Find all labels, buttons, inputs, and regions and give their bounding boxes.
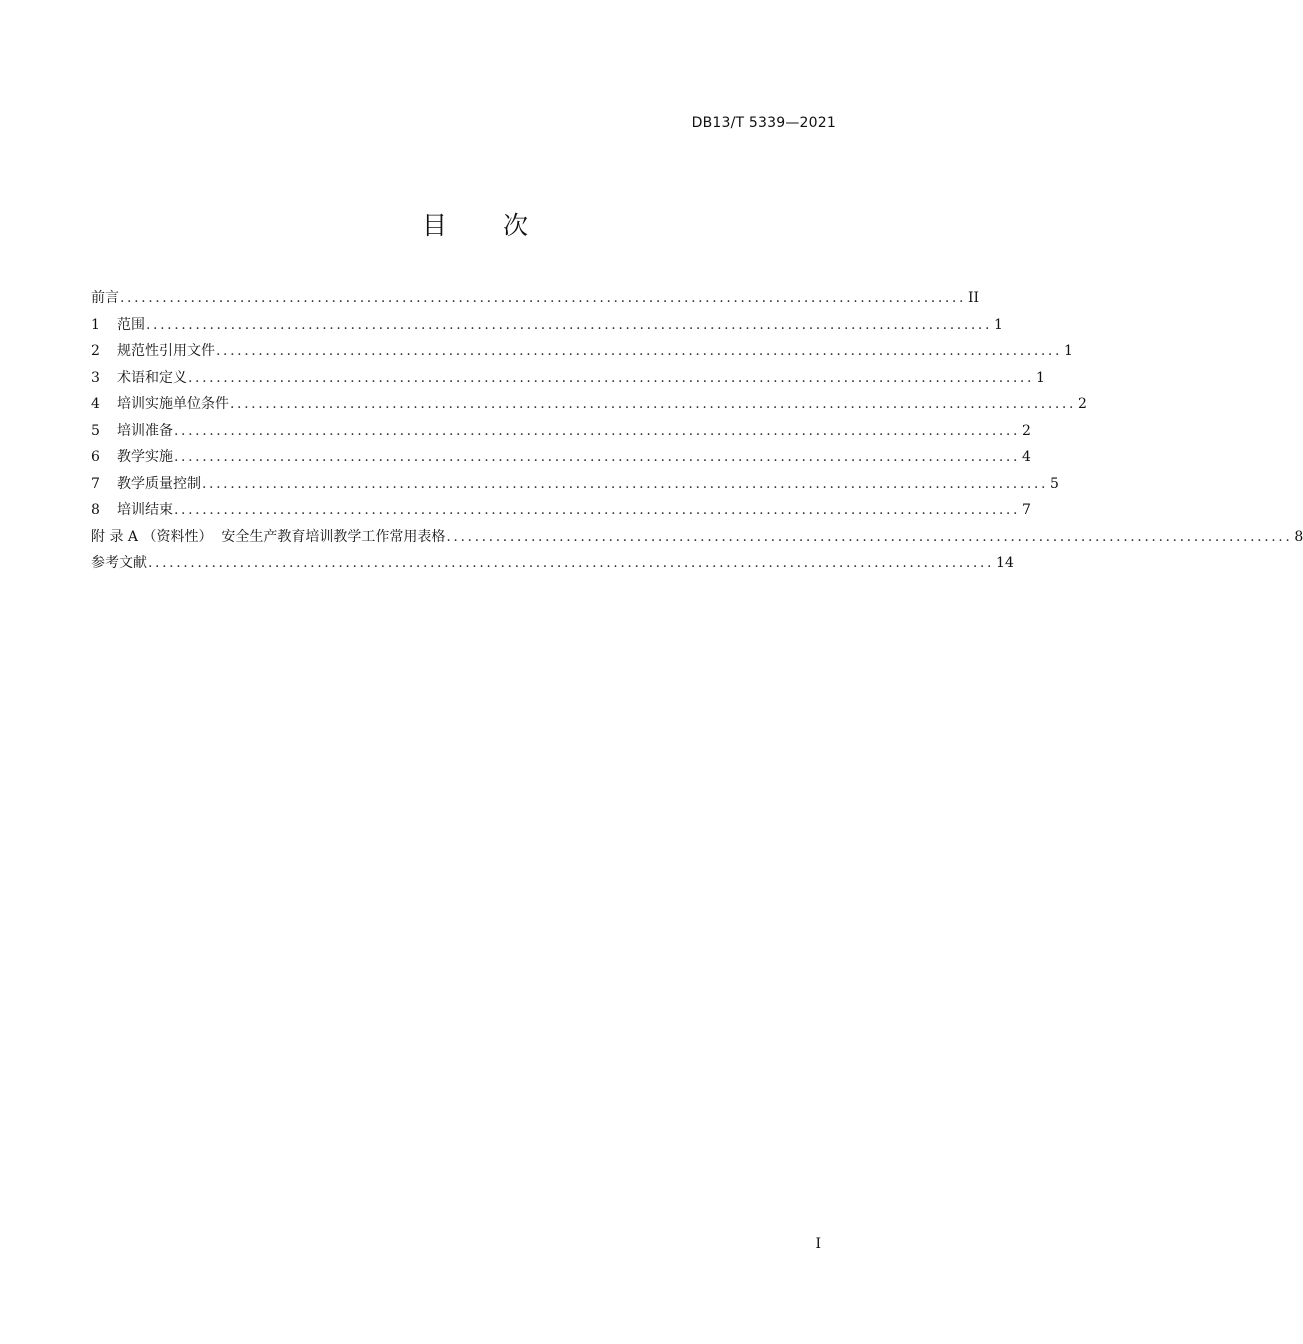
- toc-page-number: 2: [1078, 396, 1087, 412]
- toc-leader-dots: ........................................................................................................................: [446, 528, 1293, 545]
- toc-entry-label: 术语和定义: [117, 369, 187, 386]
- toc-entry-training-unit-conditions[interactable]: [91, 391, 1087, 418]
- toc-entry-label: 培训实施单位条件: [117, 396, 229, 412]
- toc-leader-dots: ........................................................................................................................: [174, 502, 1021, 518]
- toc-entry-label: 范围: [117, 316, 145, 333]
- toc-entry-label: 教学质量控制: [117, 475, 201, 492]
- toc-entry-scope[interactable]: [91, 312, 1003, 339]
- toc-entry-label: 教学实施: [117, 449, 173, 465]
- toc-page-number: 5: [1050, 475, 1059, 492]
- toc-page-number: 7: [1022, 502, 1031, 518]
- toc-entry-teaching-implementation[interactable]: [91, 444, 1031, 471]
- toc-entry-training-preparation[interactable]: [91, 418, 1031, 445]
- document-code: DB13/T 5339—2021: [691, 115, 836, 131]
- toc-page-number: 14: [996, 555, 1014, 571]
- toc-entry-label: 前言: [91, 290, 119, 306]
- toc-section-number: 2: [91, 343, 100, 359]
- toc-section-number: 8: [91, 502, 100, 518]
- toc-page-number: 4: [1022, 449, 1031, 465]
- toc-page-number: 1: [1036, 369, 1045, 386]
- toc-entry-label: 培训结束: [117, 502, 173, 518]
- toc-entry-label: 规范性引用文件: [117, 343, 215, 359]
- toc-section-number: 4: [91, 396, 100, 412]
- toc-section-number: 6: [91, 449, 100, 465]
- table-of-contents: [91, 285, 1303, 577]
- toc-entry-normative-references[interactable]: [91, 338, 1073, 365]
- toc-leader-dots: ........................................................................................................................: [216, 343, 1063, 359]
- toc-leader-dots: ........................................................................................................................: [120, 290, 967, 306]
- toc-page-number: II: [968, 290, 980, 306]
- toc-section-number: 5: [91, 422, 100, 439]
- toc-page-number: 1: [994, 316, 1003, 333]
- page-title: 目 次: [422, 211, 552, 240]
- toc-page-number: 2: [1022, 422, 1031, 439]
- toc-leader-dots: ........................................................................................................................: [148, 555, 995, 571]
- toc-page-number: 8: [1294, 528, 1303, 545]
- toc-section-number: 7: [91, 475, 100, 492]
- toc-entry-appendix-a[interactable]: [91, 524, 1303, 551]
- toc-leader-dots: ........................................................................................................................: [202, 475, 1049, 492]
- toc-entry-label: 参考文献: [91, 555, 147, 571]
- toc-section-number: 1: [91, 316, 100, 333]
- toc-entry-quality-control[interactable]: [91, 471, 1059, 498]
- toc-page-number: 1: [1064, 343, 1073, 359]
- toc-leader-dots: ........................................................................................................................: [230, 396, 1077, 412]
- toc-entry-bibliography[interactable]: [91, 550, 1014, 577]
- toc-entry-label: 附 录 A （资料性） 安全生产教育培训教学工作常用表格: [91, 528, 446, 545]
- toc-section-number: 3: [91, 369, 100, 386]
- toc-leader-dots: ........................................................................................................................: [174, 449, 1021, 465]
- toc-entry-terms-definitions[interactable]: [91, 365, 1045, 392]
- toc-entry-training-completion[interactable]: [91, 497, 1031, 524]
- toc-leader-dots: ........................................................................................................................: [146, 316, 993, 333]
- toc-entry-label: 培训准备: [117, 422, 173, 439]
- page-number: I: [815, 1236, 821, 1252]
- toc-leader-dots: ........................................................................................................................: [188, 369, 1035, 386]
- toc-leader-dots: ........................................................................................................................: [174, 422, 1021, 439]
- toc-entry-foreword[interactable]: [91, 285, 980, 312]
